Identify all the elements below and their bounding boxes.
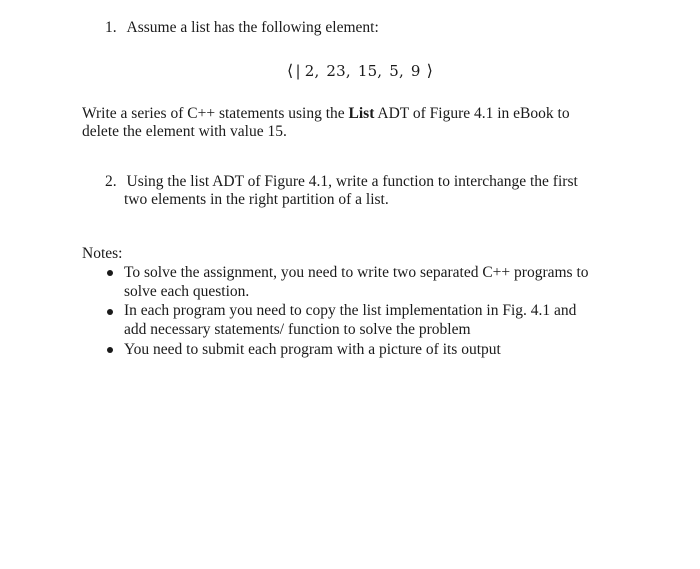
question-1-line — [105, 19, 379, 37]
bullet-icon — [107, 309, 113, 315]
question-2-text-line-1: Using the list ADT of Figure 4.1, write a function to interchange the first — [126, 173, 578, 190]
q1-para-before: Write a series of C++ statements using the — [82, 105, 345, 122]
question-2-number: 2. — [105, 173, 117, 190]
note-1-line-2: solve each question. — [124, 283, 250, 300]
question-2-line-1 — [105, 173, 578, 191]
question-1-number: 1. — [105, 19, 117, 36]
question-1-text: Assume a list has the following element: — [126, 19, 379, 36]
q1-para-bold: List — [348, 105, 375, 122]
note-1-line-1: To solve the assignment, you need to write two separated C++ programs to — [124, 264, 589, 281]
note-2-line-2: add necessary statements/ function to solve the problem — [124, 321, 471, 338]
question-1-paragraph-line-1 — [82, 105, 570, 123]
list-fence: | — [295, 62, 301, 80]
question-2-text-line-2: two elements in the right partition of a list. — [124, 191, 389, 208]
note-2-line-1: In each program you need to copy the list implementation in Fig. 4.1 and — [124, 302, 577, 319]
bullet-icon — [107, 270, 113, 276]
notes-heading: Notes: — [82, 245, 123, 262]
bullet-icon — [107, 347, 113, 353]
list-open-bracket: ⟨ — [287, 61, 294, 80]
note-3-line-1: You need to submit each program with a picture of its output — [124, 341, 501, 358]
list-values: 2, 23, 15, 5, 9 — [304, 62, 421, 80]
list-expression — [287, 61, 433, 80]
list-close-bracket: ⟩ — [426, 61, 434, 80]
q1-para-after: ADT of Figure 4.1 in eBook to — [377, 105, 570, 122]
question-1-paragraph-line-2: delete the element with value 15. — [82, 123, 287, 140]
